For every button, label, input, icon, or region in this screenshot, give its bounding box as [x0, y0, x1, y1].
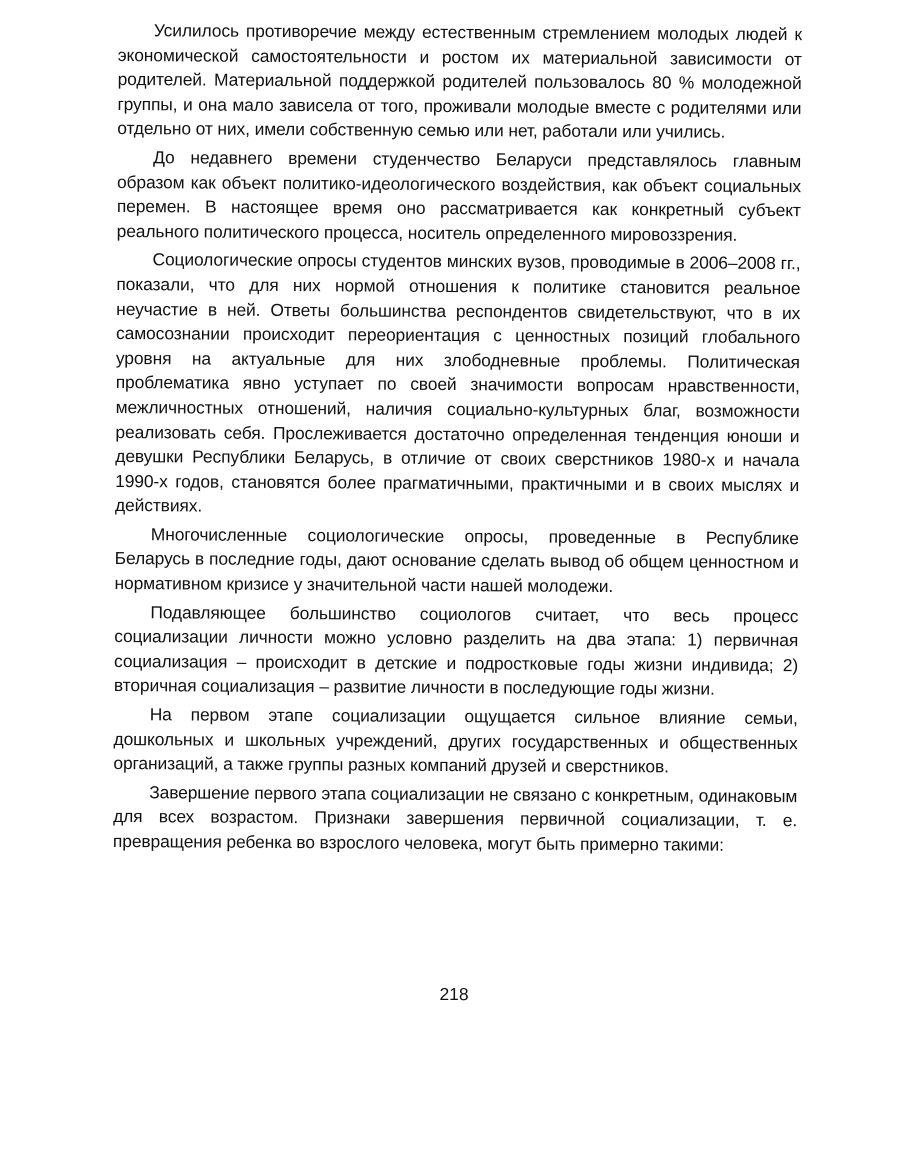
book-page	[112, 18, 802, 1005]
paragraph-6: На первом этапе социализации ощущается сильное влияние семьи, дошкольных и школьных учреждений, других государственных и общественных организаций, а также группы разных компаний друзей и сверстников.	[113, 704, 798, 777]
paragraph-3: Социологические опросы студентов минских вузов, проводимые в 2006–2008 гг., показали, что для них нормой отношения к политике становится реальное неучастие в ней. Ответы большинства респондентов свидетельствуют, что в их самосознании происходит переориентация с ценностных позиций глобального уровня на актуальные для них злободневные проблемы. Политическая проблематика явно уступает по своей значимости вопросам нравственности, межличностных отношений, наличия социально-культурных благ, возможности реализовать себя. Прослеживается достаточно определенная тенденция юноши и девушки Республики Беларусь, в отличие от своих сверстников 1980-х и начала 1990-х годов, становятся более прагматичными, практичными и в своих мыслях и действиях.	[114, 249, 801, 516]
page-number: 218	[439, 983, 469, 1005]
paragraph-1: Усилилось противоречие между естественным стремлением молодых людей к экономической самостоятельности и ростом их материальной зависимости от родителей. Материальной поддержкой родителей пользовалось 80 % молодежной группы, и она мало зависела от того, проживали молодые вместе с родителями или отдельно от них, имели собственную семью или нет, работали или учились.	[117, 20, 802, 143]
paragraph-5: Подавляющее большинство социологов считает, что весь процесс социализации личности можно условно разделить на два этапа: 1) первичная социализация – происходит в детские и подростковые годы жизни индивида; 2) вторичная социализация – развитие личности в последующие годы жизни.	[113, 601, 799, 700]
paragraph-2: До недавнего времени студенчество Беларуси представлялось главным образом как объект политико-идеологического воздействия, как объект социальных перемен. В настоящее время оно рассматривается как конкретный субъект реального политического процесса, носитель определенного мировоззрения.	[116, 147, 802, 245]
paragraph-7: Завершение первого этапа социализации не связано с конкретным, одинаковым для всех возрастом. Признаки завершения первичной социализации, т. е. превращения ребенка во взрослого человека, могут быть примерно такими:	[112, 782, 798, 855]
paragraph-4: Многочисленные социологические опросы, проведенные в Республике Беларусь в последние годы, дают основание сделать вывод об общем ценностном и нормативном кризисе у значительной части нашей молодежи.	[114, 524, 799, 597]
